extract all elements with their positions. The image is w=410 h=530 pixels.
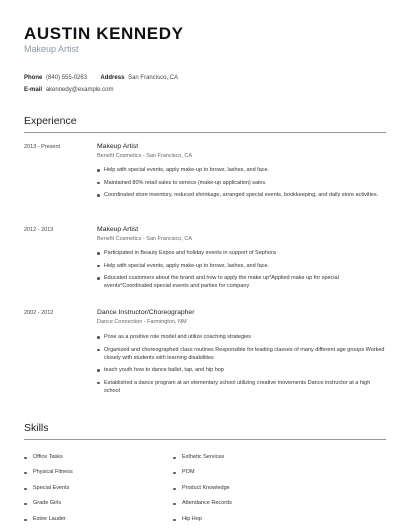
contact-email-row xyxy=(24,87,113,93)
experience-divider xyxy=(24,132,386,133)
skill-item: POM xyxy=(173,469,195,475)
job-dates: 2002 - 2012 xyxy=(24,310,54,316)
skills-divider xyxy=(24,439,386,440)
job-dates: 2013 - Present xyxy=(24,144,61,150)
skill-item: Grade Girls xyxy=(24,500,61,506)
skill-item: Office Tasks xyxy=(24,454,63,460)
job-bullet: Help with special events, apply make-up to brows, lashes, and face. xyxy=(97,262,387,270)
job-bullet: Maintained 80% retail sales to service (make-up application) sales. xyxy=(97,179,387,187)
job-employer: Benefit Cosmetics - San Francisco, CA xyxy=(97,153,193,159)
job-bullet: Pose as a positive role model and utilize coaching strategies xyxy=(97,333,387,341)
job-bullets xyxy=(97,166,387,204)
phone-value: (840) 555-0263 xyxy=(46,75,88,81)
job-bullet: teach youth how to dance ballet, tap, and hip hop xyxy=(97,366,387,374)
job-title: Makeup Artist xyxy=(97,143,139,150)
job-bullet: Organized and choreographed class routines Responsible for leading classes of many different age groups Worked closely with students with learning disabilities xyxy=(97,346,387,362)
skill-item: Hip Hop xyxy=(173,516,202,522)
skill-item: Product Knowledge xyxy=(173,485,230,491)
job-bullet: Help with special events, apply make-up to brows, lashes, and face. xyxy=(97,166,387,174)
phone-label: Phone xyxy=(24,75,43,81)
job-bullets xyxy=(97,333,387,399)
job-dates: 2012 - 2013 xyxy=(24,227,54,233)
job-title-heading: Makeup Artist xyxy=(24,44,79,54)
address-label: Address xyxy=(100,75,125,81)
skill-item: Attendance Records xyxy=(173,500,232,506)
email-label: E-mail xyxy=(24,87,43,93)
job-bullet: Educated customers about the brand and how to apply the make up*Applied make up for special events*Coordinated special events and parties for company xyxy=(97,274,387,290)
job-employer: Dance Connection - Farmington, NM xyxy=(97,319,187,325)
job-employer: Benefit Cosmetics - San Francisco, CA xyxy=(97,236,193,242)
candidate-name: AUSTIN KENNEDY xyxy=(24,24,184,43)
job-bullet: Established a dance program at an elementary school utilizing creative movements Dance instructor at a high school xyxy=(97,379,387,395)
skill-item: Estee Lauder xyxy=(24,516,66,522)
job-bullet: Coordinated store inventory, reduced shrinkage, arranged special events, bookkeeping, and daily store activities. xyxy=(97,191,387,199)
skill-item: Physical Fitness xyxy=(24,469,73,475)
job-bullet: Participated in Beauty Expos and holiday events in support of Sephora xyxy=(97,249,387,257)
skill-item: Special Events xyxy=(24,485,69,491)
job-bullets xyxy=(97,249,387,295)
contact-phone-row xyxy=(24,75,178,81)
job-title: Makeup Artist xyxy=(97,226,139,233)
address-value: San Francisco, CA xyxy=(128,75,179,81)
email-value: akennedy@example.com xyxy=(45,87,114,93)
job-title: Dance Instructor/Choreographer xyxy=(97,309,195,316)
experience-heading: Experience xyxy=(24,115,77,127)
skill-item: Esthetic Services xyxy=(173,454,224,460)
skills-heading: Skills xyxy=(24,422,49,434)
